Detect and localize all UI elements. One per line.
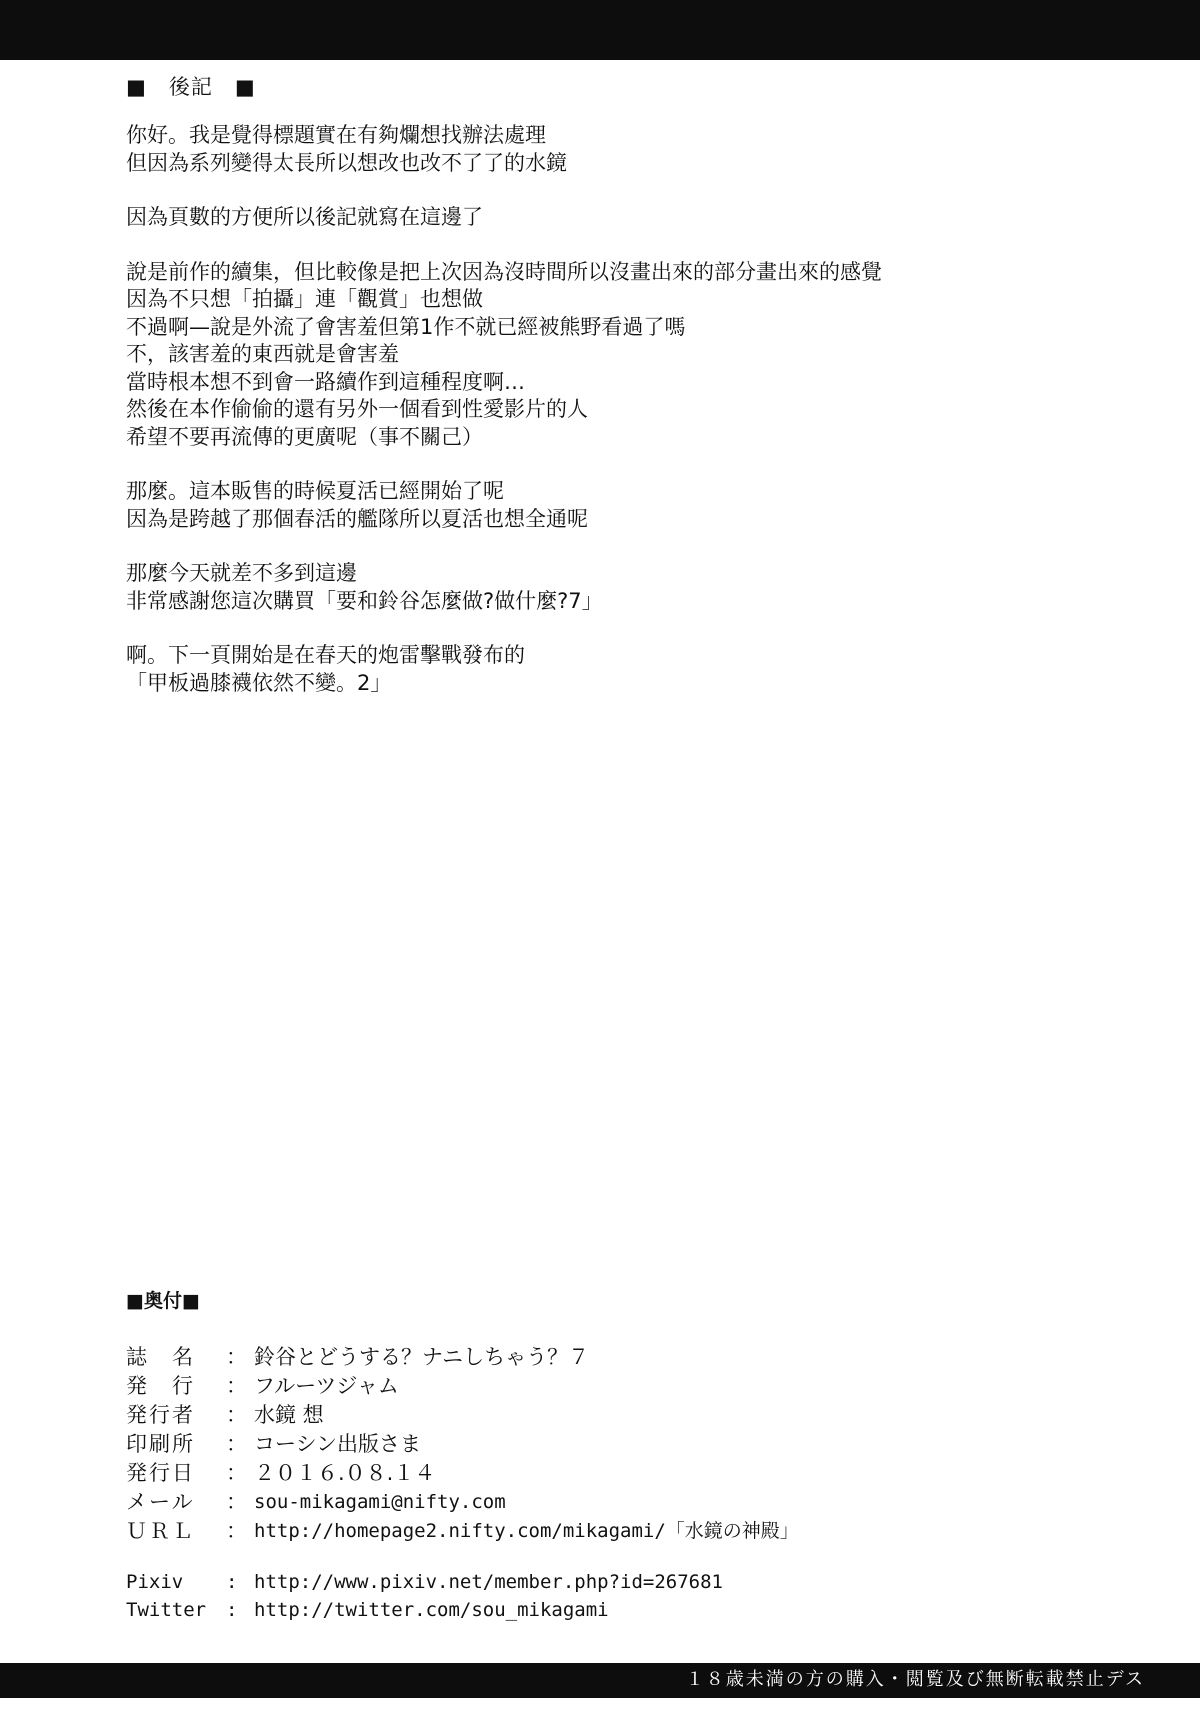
afterword-section [126, 72, 1126, 724]
text-line: 非常感謝您這次購買「要和鈴谷怎麼做?做什麼?7」 [126, 588, 603, 613]
colophon-value: フルーツジャム [254, 1374, 399, 1398]
afterword-paragraph-2 [126, 204, 1126, 232]
email-link[interactable]: sou-mikagami@nifty.com [254, 1491, 506, 1513]
colophon-label: メール [126, 1490, 195, 1514]
contact-row-pixiv [126, 1568, 1126, 1596]
contact-separator: : [226, 1571, 238, 1593]
text-line: 說是前作的續集，但比較像是把上次因為沒時間所以沒畫出來的部分畫出來的感覺 [126, 259, 882, 284]
text-line: 啊。下一頁開始是在春天的炮雷擊戰發布的 [126, 643, 525, 667]
top-black-band [0, 0, 1200, 60]
afterword-paragraph-5 [126, 560, 1126, 615]
contact-label: Twitter [126, 1599, 207, 1621]
colophon-label: 発行日 [126, 1461, 195, 1485]
afterword-paragraph-3 [126, 259, 1126, 452]
homepage-link[interactable]: http://homepage2.nifty.com/mikagami/「水鏡の神殿」 [254, 1520, 799, 1542]
text-line: 然後在本作偷偷的還有另外一個看到性愛影片的人 [126, 397, 588, 421]
colophon-row-title [126, 1343, 1126, 1372]
afterword-paragraph-4 [126, 478, 1126, 533]
colophon-separator: ： [226, 1490, 247, 1514]
colophon-separator: ： [226, 1432, 247, 1456]
colophon-row-email [126, 1488, 1126, 1517]
colophon-heading: ■奥付■ [126, 1290, 200, 1312]
colophon-separator: ： [226, 1403, 247, 1427]
colophon-value: ２０１６.０８.１４ [254, 1461, 436, 1485]
colophon-label: 印刷所 [126, 1432, 195, 1456]
text-line: 「甲板過膝襪依然不變。2」 [126, 670, 392, 695]
text-line: 那麼。這本販售的時候夏活已經開始了呢 [126, 479, 504, 503]
age-restriction-notice: １８歳未満の方の購入・閲覧及び無断転載禁止デス [685, 1669, 1145, 1690]
contact-separator: : [226, 1599, 238, 1621]
colophon-section [126, 1287, 1126, 1624]
colophon-row-publisher [126, 1372, 1126, 1401]
text-line: 但因為系列變得太長所以想改也改不了了的水鏡 [126, 150, 567, 175]
contact-row-twitter [126, 1596, 1126, 1624]
colophon-value: 鈴谷とどうする？ナニしちゃう？７ [254, 1345, 590, 1369]
colophon-value: コーシン出版さま [254, 1432, 422, 1456]
colophon-label: 発行者 [126, 1403, 195, 1427]
text-line: 不，該害羞的東西就是會害羞 [126, 342, 399, 366]
colophon-separator: ： [226, 1461, 247, 1485]
pixiv-link[interactable]: http://www.pixiv.net/member.php?id=267681 [254, 1571, 723, 1593]
colophon-label: ＵＲＬ [126, 1519, 195, 1543]
contact-label: Pixiv [126, 1571, 184, 1593]
colophon-row-printer [126, 1430, 1126, 1459]
colophon-separator: ： [226, 1374, 247, 1398]
colophon-value: 水鏡 想 [254, 1403, 324, 1427]
text-line: 不過啊—說是外流了會害羞但第1作不就已經被熊野看過了嗎 [126, 314, 686, 339]
text-line: 希望不要再流傳的更廣呢（事不關己） [126, 424, 483, 449]
spacer [126, 1546, 1126, 1568]
afterword-paragraph-1 [126, 122, 1126, 177]
text-line: 你好。我是覺得標題實在有夠爛想找辦法處理 [126, 123, 546, 147]
text-line: 因為頁數的方便所以後記就寫在這邊了 [126, 205, 483, 229]
colophon-row-issuer [126, 1401, 1126, 1430]
footer-black-band [0, 1663, 1200, 1698]
text-line: 當時根本想不到會一路續作到這種程度啊… [126, 369, 525, 394]
afterword-heading: ■ 後記 ■ [126, 75, 256, 99]
colophon-separator: ： [226, 1345, 247, 1369]
afterword-paragraph-6 [126, 642, 1126, 697]
colophon-row-url [126, 1517, 1126, 1546]
twitter-link[interactable]: http://twitter.com/sou_mikagami [254, 1599, 609, 1621]
text-line: 因為不只想「拍攝」連「觀賞」也想做 [126, 287, 483, 311]
colophon-row-date [126, 1459, 1126, 1488]
colophon-separator: ： [226, 1519, 247, 1543]
text-line: 那麼今天就差不多到這邊 [126, 561, 357, 585]
text-line: 因為是跨越了那個春活的艦隊所以夏活也想全通呢 [126, 506, 588, 531]
colophon-label: 誌 名 [126, 1345, 195, 1369]
colophon-label: 発 行 [126, 1374, 195, 1398]
